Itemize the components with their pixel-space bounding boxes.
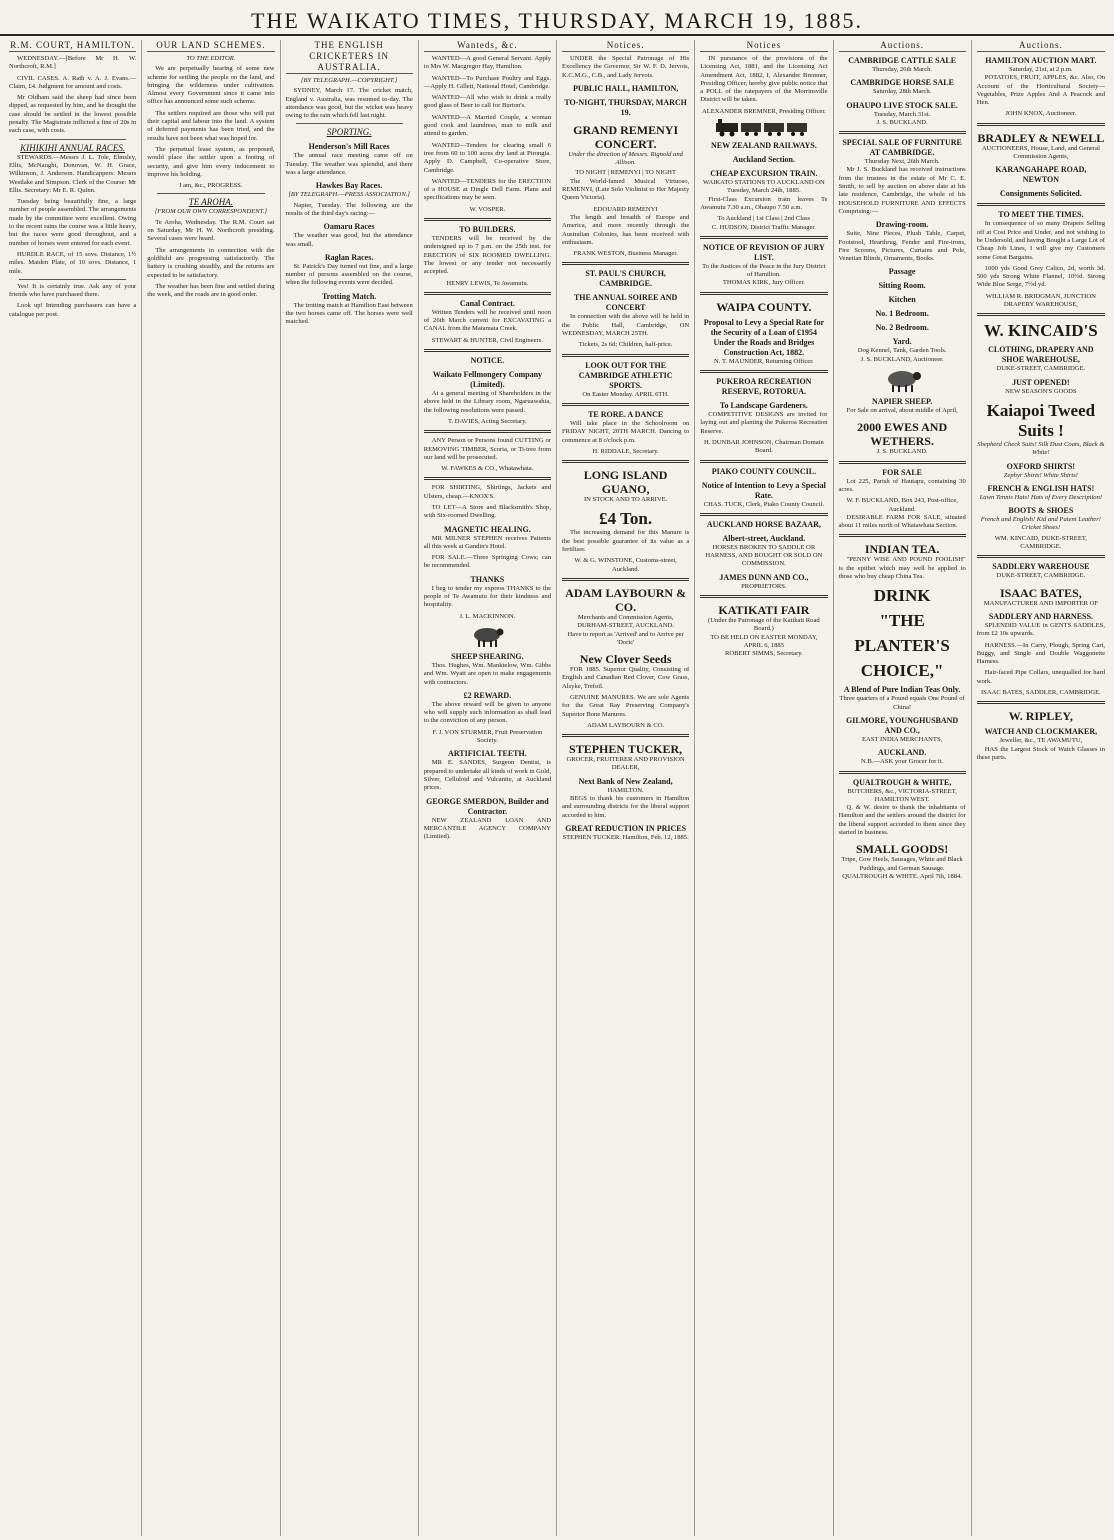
notice-text: Three quarters of a Pound equals One Pound of China! [839,695,965,711]
divider [700,460,827,463]
divider [562,262,689,265]
sale-date: Tuesday, March 31st. [873,110,931,118]
divider [157,193,264,194]
wanted-ad: WANTED—A Married Couple, a woman good cook and laundress, man to milk and attend to garden. [423,113,551,138]
divider [977,203,1105,206]
subheading: [BY TELEGRAPH.—COPYRIGHT.] [300,77,398,84]
signature: STEWART & HUNTER, Civil Engineers. [431,336,543,344]
notice-text: The increasing demand for this Manure is the best possible guarantee of its value as a fertiliser. [562,529,690,554]
article-paragraph: The settlers required are those who will put their capital and labour into the land. A system of deferred payments has been tried, and the results have not been what was hoped for. [147,109,275,142]
signature: T. DAVIES, Acting Secretary. [447,417,527,425]
article-paragraph: HURDLE RACE, of 15 sovs. Distance, 1½ miles. Maiden Plate, of 10 sovs. Distance, 1 mile. [9,250,137,275]
piako-heading: PIAKO COUNTY COUNCIL. [711,466,817,476]
notice-text: Merchants and Commission Agents, DURHAM-STREET, AUCKLAND. [577,613,675,630]
subheading: TO THE EDITOR. [186,55,236,62]
notice-text: UNDER the Special Patronage of His Excellency the Governor, Sir W. F. D. Jervois, K.C.M.G., C.B., and Lady Jervois. [562,55,690,79]
notice-text: NEW ZEALAND LOAN AND MERCANTILE AGENCY COMPANY (Limited). [423,816,551,841]
notice-text: N.B.—ASK your Grocer for it. [861,758,944,766]
signature: J. S. BUCKLAND, Auctioneer. [860,355,944,363]
notice-text: BUTCHERS, &c., VICTORIA-STREET, HAMILTON WEST. [847,787,957,803]
notice-text: Mr J. S. Buckland has received instructions from the trustees in the estate of Mr C. E. Smith, to sell by auction on above date at his late residence, Cambridge, the whole of his HOUSEHOLD FURNITURE AND EFFECTS Comprising:— [838,166,966,215]
planters-choice-heading: CHOICE," [860,661,944,681]
divider [977,701,1105,704]
magnetic-healing-heading: MAGNETIC HEALING. [444,524,531,534]
divider [700,370,827,373]
divider [424,349,551,352]
signature: WM. KINCAID, DUKE-STREET, CAMBRIDGE. [994,534,1088,551]
horse-bazaar-heading: AUCKLAND HORSE BAZAAR, [706,519,821,529]
consignments-heading: Consignments Solicited. [999,189,1082,199]
meet-times-heading: TO MEET THE TIMES. [998,210,1084,220]
bradley-newell-heading: BRADLEY & NEWELL [977,130,1105,145]
notice-text: (Under the Patronage of the Katikati Road Board.) [708,617,820,633]
divider [562,403,689,406]
signature: I am, &c., PROGRESS. [179,182,243,190]
athletic-sports-heading: LOOK OUT FOR THE CAMBRIDGE ATHLETIC SPORTS. [578,360,673,390]
signature: C. HUDSON, District Traffic Manager. [711,223,816,231]
divider [839,131,966,134]
notice-text: Will take place in the Schoolroom on FRIDAY NIGHT, 20TH MARCH. Dancing to commence at 8 o'clock p.m. [562,419,690,444]
auckland-section-heading: Auckland Section. [732,155,795,165]
notice-text: AUCTIONEERS, House, Land, and General Commission Agents, [981,144,1100,161]
sheep-illustration [839,367,966,393]
signature: ISAAC BATES, SADDLER, CAMBRIDGE. [980,688,1101,696]
notice-text: Lot 225, Parish of Hautapu, containing 30 acres. [838,477,966,493]
notice-text: MANUFACTURER AND IMPORTER OF [983,599,1099,607]
divider [562,354,689,357]
room-heading: No. 2 Bedroom. [875,323,929,333]
notice-text: IN STOCK AND TO ARRIVE. [583,496,668,504]
wanted-ad: WANTED—All who wish to drink a really good glass of Beer to call for Burton's. [423,94,551,110]
column-3 [281,40,419,1536]
article-paragraph: The arrangements in connection with the goldfield are progressing satisfactorily. The battery is crushing steadily, and the returns are expected to be satisfactory. [147,246,275,279]
trotting-heading: Trotting Match. [321,291,377,301]
notice-text: DUKE-STREET, CAMBRIDGE. [996,365,1086,373]
guano-heading: LONG ISLAND GUANO, [583,468,668,497]
notice-text: FOR SHIRTING, Shirtings, Jackets and Ulsters, cheap.—KNOX'S. [423,484,551,500]
notice-text: FOR 1885. Superior Quality, Consisting of English and Canadian Red Clover, Cow Grass, Alsyke, Trefoil. [562,666,690,690]
signature: HENRY LEWIS, Te Awamutu. [446,279,529,287]
sale-date: Saturday, 21st, at 2 p.m. [1009,66,1073,73]
signature: EDOUARD REMENYI [593,205,658,213]
notice-text: The above reward will be given to anyone who will supply such information as shall lead to the conviction of any person. [423,700,551,725]
room-heading: Drawing-room. [875,220,929,230]
room-heading: Passage [888,267,916,277]
notice-text: Dog Kennel, Tank, Garden Tools. [857,347,947,355]
notice-text: HAMILTON. [607,786,644,794]
notice-text: French and English! Kid and Patent Leather! Cricket Shoes! [980,516,1101,532]
signature: THOMAS KIRK, Jury Officer. [722,279,805,287]
notice-text: TENDERS will be received by the undersigned up to 7 p.m. on the 25th inst. for ERECTION of SIX ROOMED DWELLING. The lowest or any tender not necessarily accepted. [423,235,551,276]
signature: WILLIAM R. BRIDGMAN, JUNCTION DRAPERY WAREHOUSE, [985,292,1096,309]
notice-text: HORSES BROKEN TO SADDLE OR HARNESS, AND BOUGHT OR SOLD ON COMMISSION. [705,543,823,568]
wanted-ad: WANTED—Tenders for clearing small 6 tree from 60 to 100 acres dry land at Pirongia. Apply D. Campbell, Co-operative Store, Cambridge. [423,141,551,174]
auctions-heading: Auctions. [977,40,1105,52]
albert-street-heading: Albert-street, Auckland. [722,533,806,543]
just-opened-heading: JUST OPENED! [1012,377,1070,387]
notice-text: FOR SALE.—Three Springing Cows; can be recommended. [423,554,551,570]
notice-text: ANY Person or Persons found CUTTING or REMOVING TIMBER, Scoria, or Ti-tree from our land will be prosecuted. [423,437,551,461]
reward-heading: £2 REWARD. [463,690,512,700]
excursion-heading: CHEAP EXCURSION TRAIN. [710,169,818,179]
kincaid-heading: W. KINCAID'S [984,321,1098,341]
notices-heading: Notices [700,40,827,52]
signature: N. T. MAUNDER, Returning Officer. [714,357,814,365]
divider [562,578,689,581]
saddlery-heading: SADDLERY WAREHOUSE [992,562,1090,572]
column-5 [557,40,695,1536]
room-heading: Yard. [892,337,912,347]
divider [19,139,126,140]
signature: STEPHEN TUCKER. Hamilton, Feb. 12, 1885. [562,833,689,841]
qualtrough-heading: QUALTROUGH & WHITE, [852,777,952,787]
signature: W. F. BUCKLAND, Box 243, Post-office, Auckland. [846,497,958,513]
notice-text: Have to report as 'Arrived' and to Arrive per 'Doric' [567,630,684,646]
notice-text: To the Justices of the Peace in the Jury District of Hamilton. [702,262,826,279]
notice-text: DUKE-STREET, CAMBRIDGE. [996,572,1086,580]
reduction-heading: GREAT REDUCTION IN PRICES [565,823,687,833]
sale-date: Thursday, 26th March. [872,66,933,73]
notice-text: Zephyr Shirts! White Shirts! [1003,471,1078,479]
clover-seeds-heading: New Clover Seeds [579,652,672,667]
hats-heading: FRENCH & ENGLISH HATS! [987,483,1095,493]
cricketers-heading: THE ENGLISH CRICKETERS IN AUSTRALIA. [286,40,413,74]
divider [700,513,827,516]
signature: W. & G. WINSTONE, Customs-street, Auckland. [574,557,677,573]
article-paragraph: The annual race meeting came off on Tuesday. The weather was splendid, and there was a large attendance. [285,152,413,177]
watchmaker-heading: WATCH AND CLOCKMAKER, [984,727,1098,737]
masthead: THE WAIKATO TIMES, THURSDAY, MARCH 19, 1885. [0,0,1114,36]
article-paragraph: Napier, Tuesday. The following are the results of the third day's racing:— [285,201,413,217]
signature: F. J. VON STURMER, Fruit Preservation Society. [432,728,543,745]
fellmongery-heading: Waikato Fellmongery Company (Limited). [432,370,543,390]
planters-choice-heading: "THE [879,611,925,631]
notices-heading: Notices. [562,40,689,52]
divider [562,460,689,463]
kaiapoi-heading: Kaiapoi Tweed Suits ! [986,400,1096,440]
notice-text: DESIRABLE FARM FOR SALE, situated about 11 miles north of Whatawhata Section. [838,513,966,530]
teeth-heading: ARTIFICIAL TEETH. [448,749,527,759]
newspaper-columns [0,36,1114,1536]
fares-table-header: To Auckland | 1st Class | 2nd Class [717,215,811,223]
auckland-heading: AUCKLAND. [878,748,927,758]
notice-text: Thos. Hughes, Wm. Manktelow, Wm. Gibbs and Wm. Wyatt are open to make engagements with contractors. [423,661,551,686]
signature: FRANK WESTON, Business Manager. [573,250,678,258]
article-paragraph: St. Patrick's Day turned out fine, and a large number of persons assembled on the course, when the following events were decided. [285,262,413,287]
karangahape-heading: KARANGAHAPE ROAD, NEWTON [995,165,1087,185]
notice-text: Lawn Tennis Hats! Hats of Every Description! [979,493,1103,501]
divider [424,218,551,221]
remenyi-banner: TO NIGHT | REMENYI | TO NIGHT [575,169,676,177]
notice-text: 1000 yds Good Grey Calico, 2d, worth 3d. 500 yds Strong White Flannel, 10½d. Strong Wide Blue Serge, 7½d yd. [976,264,1105,289]
column-7 [834,40,972,1536]
notice-text: EAST INDIA MERCHANTS, [861,735,943,743]
notice-text: On Easter Monday. APRIL 6TH. [582,390,669,398]
article-paragraph: SYDNEY, March 17. The cricket match, England v. Australia, was resumed to-day. The attendance was good, but the wicket was heavy owing to the rain which fell last night. [285,87,413,120]
article-paragraph: We are perpetually hearing of some new scheme for settling the people on the land, and bringing the wilderness under cultivation. Almost every Government since it came into office has announced some such scheme. [147,65,275,106]
concert-heading: GRAND REMENYI CONCERT. [573,122,679,151]
notice-heading: NOTICE. [470,356,505,366]
notice-text: "PENNY WISE AND POUND FOOLISH" is the epithet which may well be applied to those who buy cheap China Tea. [838,556,966,581]
notice-text: Shepherd Check Suits! Silk Dust Coats, Black & White! [977,440,1105,457]
divider [562,734,689,737]
signature: ROBERT SIMMS, Secretary. [724,650,803,658]
auctions-heading: Auctions. [839,40,966,52]
ohaupo-sale-heading: OHAUPO LIVE STOCK SALE. [846,100,958,110]
thanks-heading: THANKS [470,574,505,584]
divider [700,236,827,239]
waipa-county-heading: WAIPA COUNTY. [716,299,812,314]
notice-text: GROCER, FRUITERER AND PROVISION DEALER, [566,756,685,772]
soiree-heading: THE ANNUAL SOIREE AND CONCERT [573,293,678,313]
sporting-heading: SPORTING. [326,127,372,138]
signature: W. VOSPER. [469,205,506,213]
hawkes-bay-heading: Hawkes Bay Races. [315,181,383,191]
jury-list-heading: NOTICE OF REVISION OF JURY LIST. [702,242,825,262]
divider [839,534,966,537]
article-paragraph: The perpetual lease system, as proposed, would place the settler upon a footing of security, and give him every inducement to improve his holding. [147,145,275,178]
isaac-bates-heading: ISAAC BATES, [999,585,1082,600]
divider [700,292,827,295]
article-paragraph: CIVIL CASES. A. Rath v. A. J. Evans.—Claim, £4. Judgment for amount and costs. [9,74,137,90]
boots-heading: BOOTS & SHOES [1008,506,1074,516]
notice-text: MR MILNER STEPHEN receives Patients all this week at Gandin's Hotel. [423,534,551,550]
room-heading: Sitting Room. [878,281,926,291]
notice-text: Suite, Nine Pieces, Plush Table, Carpet, Footstool, Hearthrug, Fender and Fire-irons, Fire Screens, Pictures, Curtains and Pole, Venetian Blinds, Ornaments, Books. [838,230,966,263]
article-paragraph: Te Aroha, Wednesday. The R.M. Court sat on Saturday, Mr H. W. Northcroft presiding. Several cases were heard. [147,218,275,243]
column-1 [4,40,142,1536]
special-rate-heading: Proposal to Levy a Special Rate for the Security of a Loan of £1954 Under the Roads and Bridges Construction Act, 1882. [703,317,825,357]
napier-sheep-heading: NAPIER SHEEP. [872,397,933,407]
smerdon-heading: GEORGE SMERDON, Builder and Contractor. [426,796,549,816]
notice-text: PROPRIETORS. [741,582,787,590]
signature: QUALTROUGH & WHITE. April 7th, 1884. [842,872,963,880]
oamaru-heading: Oamaru Races [323,222,375,232]
notice-text: Hair-faced Pipe Collars, unequalled for hard work. [976,669,1105,685]
subheading: Under the direction of Messrs. Rignold and Allison. [568,150,683,167]
divider [700,595,827,598]
pukeroa-heading: PUKEROA RECREATION RESERVE, ROTORUA. [716,377,812,397]
notice-text: NEW SEASON'S GOODS [1005,387,1077,395]
divider [424,292,551,295]
notice-text: POTATOES, FRUIT, APPLES, &c. Also, On Account of the Horticultural Society— Vegetables, Prize Apples And A Peacock and Hen. [976,74,1105,107]
kihikihi-races-heading: KIHIKIHI ANNUAL RACES. [20,142,126,153]
divider [296,123,403,124]
wanted-ad: WANTED—To Purchase Poultry and Eggs.—Apply H. Gillett, National Hotel, Cambridge. [423,74,551,90]
article-paragraph: Mr Oldham said the sheep had since been dipped, as requested by him, and he thought the case should be settled in the lowest possible penalty. The Magistrate inflicted a fine of 20s in each case, with costs. [9,94,137,135]
saddlery-harness-heading: SADDLERY AND HARNESS. [988,611,1093,621]
notice-text: WAIKATO STATIONS TO AUCKLAND ON Tuesday, March 24th, 1885. [702,179,825,195]
notice-text: BEGS to thank his customers in Hamilton and surrounding districts for the liberal support accorded to him. [562,795,690,819]
signature: ADAM LAYBOURN & CO. [587,721,665,729]
ewes-heading: 2000 EWES AND WETHERS. [857,420,948,449]
notice-text: GENUINE MANURES. We are sole Agents for the Great Ray Preserving Company's Superior Bone Manures. [562,693,690,718]
signature: H. RIDDALE, Secretary. [592,447,659,455]
blend-heading: A Blend of Pure Indian Teas Only. [843,685,961,695]
notice-text: MR E. SANDES, Surgeon Dentist, is prepared to undertake all kinds of work in Gold, Silver, Celluloid and Vulcanite, at Auckland prices. [423,759,552,792]
column-2 [142,40,280,1536]
auction-mart-heading: HAMILTON AUCTION MART. [985,56,1097,65]
sale-date: Saturday, 28th March. [872,88,932,96]
notice-text: In connection with the above will be held in the Public Hall, Cambridge, ON WEDNESDAY, MARCH 25TH. [562,313,690,338]
dunn-heading: JAMES DUNN AND CO., [719,572,809,582]
land-schemes-heading: OUR LAND SCHEMES. [147,40,274,52]
advert-paragraph: Look up! Intending purchasers can have a catalogue per post. [9,302,137,318]
gilmore-heading: GILMORE, YOUNGHUSBAND AND CO., [846,715,959,735]
divider [977,313,1105,316]
guano-price: £4 Ton. [599,509,653,529]
henderson-races-heading: Henderson's Mill Races [308,142,390,152]
article-paragraph: STEWARDS.—Messrs J. L. Tole, Elmsley, Ellis, McNaught, Donovan, W. H. Grace, Wilkinson, J. Anderson. Handicappers: Messrs Westlake and Simpson. Clerk of the Course: Mr Ellis. Secretary: Mr E. R. Quinn. [9,153,137,194]
notice-text: Jeweller, &c., TE AWAMUTU, [999,737,1083,745]
tonight-heading: TO-NIGHT, THURSDAY, MARCH 19. [564,97,687,117]
column-4 [419,40,557,1536]
notice-text: In consequence of so many Drapers Selling off at Cost Price and Under, and not wishing to be Undersold, and having Bought a Large Lot of Cheap Job Lines, I will give my Customers some Great Bargains. [976,220,1105,261]
sheep-illustration [424,624,551,648]
dance-heading: TE RORE. A DANCE [588,409,664,419]
subheading: [FROM OUR OWN CORRESPONDENT.] [154,208,268,216]
article-paragraph: The weather was good, but the attendance was small. [285,232,413,248]
horse-sale-heading: CAMBRIDGE HORSE SALE [850,78,954,88]
te-aroha-heading: TE AROHA. [188,197,234,208]
notice-text: The length and breadth of Europe and America, and more recently through the Australian Colonies, has been received with enthusiasm. [562,213,690,246]
signature: CHAS. TUCK, Clerk, Piako County Council. [703,500,824,508]
signature: W. FAWKES & CO., Whatawhata. [441,465,534,473]
tucker-heading: STEPHEN TUCKER, [569,742,683,757]
divider [424,477,551,480]
furniture-sale-heading: SPECIAL SALE OF FURNITURE AT CAMBRIDGE. [842,138,962,158]
divider [977,555,1105,558]
column-6 [695,40,833,1536]
notice-text: First-Class Excursion train leaves Te Awamutu 7.30 a.m., Ohaupo 7.50 a.m. [700,195,828,211]
divider [19,279,126,280]
divider [839,461,966,464]
column-8 [972,40,1110,1536]
for-sale-heading: FOR SALE [882,467,923,477]
divider [424,430,551,433]
canal-heading: Canal Contract. [459,298,515,308]
notice-text: TO BE HELD ON EASTER MONDAY, APRIL 6, 1885 [710,633,818,649]
wanted-ad: WANTED—A good General Servant. Apply to Mrs W. Macgregor Hay, Hamilton. [423,55,551,71]
planters-choice-heading: PLANTER'S [854,636,950,656]
notice-text: At a general meeting of Shareholders in the above held in the Library room, Ngaruawahia, the following resolutions were passed. [423,390,551,414]
rm-court-heading: R.M. COURT, HAMILTON. [10,40,136,50]
indian-tea-heading: INDIAN TEA. [864,542,940,557]
article-paragraph: WEDNESDAY.—[Before Mr H. W. Northcroft, R.M.] [9,55,137,71]
railways-heading: NEW ZEALAND RAILWAYS. [711,141,817,151]
signature: J. S. BUCKLAND. [876,118,928,126]
notice-text: COMPETITIVE DESIGNS are invited for laying out and planting the Pukeroa Recreation Reserve. [700,411,828,435]
notice-text: SPLENDID VALUE in GENTS SADDLES, from £2 10s upwards. [976,621,1105,638]
shearing-heading: SHEEP SHEARING. [451,651,524,661]
drink-heading: DRINK [873,586,931,606]
train-illustration [700,119,827,137]
article-paragraph: Tuesday being beautifully fine, a large number of people assembled. The arrangements made by the committee were excellent. Owing to the recent rains the course was a little heavy, but the races were good throughout, and a number of horses were entered for each event. [9,198,137,247]
cattle-sale-heading: CAMBRIDGE CATTLE SALE [848,56,957,65]
notice-text: I beg to tender my express THANKS to the people of Te Awamutu for their kindness and hospitality. [423,584,551,609]
notice-text: IN pursuance of the provisions of the Licensing Act, 1881, and the Licensing Act Amendment Act, 1882, I, Alexander Bremner, Presiding Officer, hereby give public notice that a POLL of the ratepayers of the Morrinsville District will be taken. [700,55,828,104]
signature: H. DUNBAR JOHNSON, Chairman Domain Board. [703,438,824,455]
notice-text: Written Tenders will be received until noon of 26th March current for EXCAVATING a CANAL from the Matamata Creek. [423,308,551,333]
notice-text: TO LET—A Store and Blacksmith's Shop, with Six-roomed Dwelling. [423,503,551,520]
intention-heading: Notice of Intention to Levy a Special Rate. [701,480,826,500]
wanteds-heading: Wanteds, &c. [424,40,551,52]
raglan-heading: Raglan Races. [324,252,374,262]
room-heading: Kitchen [888,295,916,305]
ripley-heading: W. RIPLEY, [1008,709,1073,724]
article-paragraph: The trotting match at Hamilton East between the two horses came off. The horses were well matched. [285,301,413,326]
notice-text: The World-famed Musical Virtuoso, REMENYI, (Late Solo Violinist to Her Majesty Queen Victoria). [562,177,690,202]
notice-text: HARNESS.—In Carry, Plough, Spring Cart, Buggy, and Single and Double Waggonette Harness. [976,641,1105,666]
small-goods-heading: SMALL GOODS! [855,842,949,857]
katikati-heading: KATIKATI FAIR [718,603,810,618]
advert-paragraph: Yes! It is certainly true. Ask any of your friends who have purchased there. [9,282,137,299]
next-bank-heading: Next Bank of New Zealand, [578,776,673,786]
article-paragraph: The weather has been fine and settled during the week, and the roads are in good order. [147,282,275,299]
builders-heading: TO BUILDERS. [459,225,516,235]
clothing-heading: CLOTHING, DRAPERY AND SHOE WAREHOUSE, [988,345,1094,365]
landscape-heading: To Landscape Gardeners. [719,401,808,411]
room-heading: No. 1 Bedroom. [875,309,929,319]
st-pauls-heading: ST. PAUL'S CHURCH, CAMBRIDGE. [585,269,666,289]
notice-text: For Sale on arrival, about middle of April, [846,407,958,415]
signature: JOHN KNOX, Auctioneer. [1005,110,1077,118]
wanted-ad: WANTED—TENDERS for the ERECTION of a HOUSE at Dingle Dell Farm. Plans and specifications may be seen. [423,177,551,202]
laybourn-heading: ADAM LAYBOURN & CO. [565,585,687,614]
public-hall-heading: PUBLIC HALL, HAMILTON, [572,83,679,93]
sale-date: Thursday Next, 26th March. [864,158,940,166]
notice-text: Q. & W. desire to thank the inhabitants of Hamilton and the settlers around the district for the liberal support accorded to them since they started in business. [838,804,966,836]
signature: ALEXANDER BREMNER, Presiding Officer. [701,107,826,115]
notice-text: Tripe, Cow Heels, Sausages, White and Black Puddings, and German Sausage. [841,856,963,872]
divider [977,123,1105,126]
divider [839,771,966,774]
signature: J. S. BUCKLAND. [876,448,928,456]
notice-text: Tickets, 2s 6d; Children, half-price. [578,341,673,349]
subheading: [BY TELEGRAPH.—PRESS ASSOCIATION.] [288,191,410,199]
signature: J. L. MACKINNON. [459,612,516,620]
oxford-shirts-heading: OXFORD SHIRTS! [1006,461,1076,471]
notice-text: HAS the Largest Stock of Watch Glasses in these parts. [976,745,1105,761]
